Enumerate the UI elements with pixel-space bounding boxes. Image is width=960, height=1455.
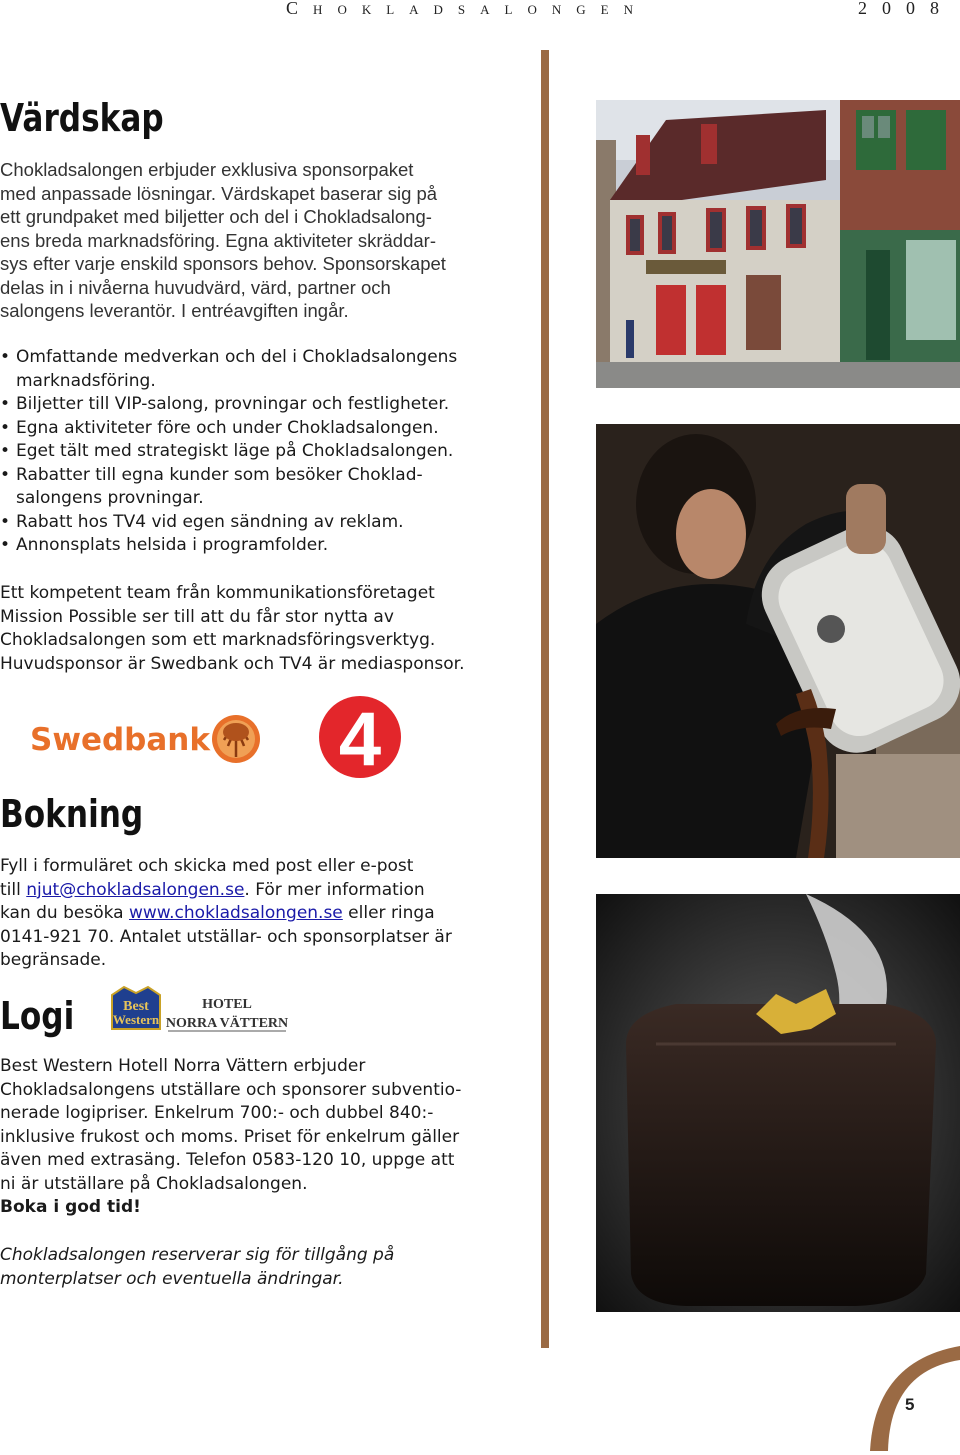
email-link[interactable]: njut@chokladsalongen.se [26, 879, 245, 900]
disclaimer [0, 1244, 394, 1291]
intro-line: med anpassade lösningar. Värdskapet baserar sig på [0, 182, 438, 204]
bokning-heading: Bokning [0, 792, 144, 836]
bokning-line: begränsade. [0, 950, 107, 970]
benefits-list [0, 346, 457, 558]
intro-line: ett grundpaket med biljetter och del i Chokladsalong- [0, 206, 432, 227]
logi-closing: Boka i god tid! [0, 1197, 141, 1217]
team-line: Huvudsponsor är Swedbank och TV4 är mediasponsor. [0, 653, 465, 674]
bokning-line: 0141-921 70. Antalet utställar- och sponsorplatser är [0, 926, 452, 947]
list-item: • Rabatt hos TV4 vid egen sändning av reklam. [0, 511, 404, 532]
logi-line: nerade logipriser. Enkelrum 700:- och dubbel 840:- [0, 1103, 434, 1123]
logi-line: inklusive frukost och moms. Priset för enkelrum gäller [0, 1126, 460, 1147]
chocolate-photo [596, 894, 960, 1312]
hotel-norra-vattern-logo [166, 994, 288, 1034]
bokning-line: kan du besöka www.chokladsalongen.se eller ringa [0, 903, 435, 923]
team-paragraph [0, 582, 464, 676]
bokning-paragraph [0, 855, 452, 973]
vardskap-intro [0, 158, 446, 323]
list-item: • Omfattande medverkan och del i Chokladsalongens marknadsföring. [0, 347, 458, 391]
page-number: 5 [905, 1395, 915, 1414]
website-link[interactable]: www.chokladsalongen.se [129, 903, 343, 923]
logi-heading: Logi [0, 994, 75, 1038]
disclaimer-line: Chokladsalongen reserverar sig för tillgång på [0, 1245, 395, 1265]
street-photo [596, 100, 960, 388]
logi-line: Best Western Hotell Norra Vättern erbjuder [0, 1056, 366, 1076]
list-item: • Annonsplats helsida i programfolder. [0, 535, 329, 555]
disclaimer-line: monterplatser och eventuella ändringar. [0, 1268, 344, 1289]
chef-photo [596, 424, 960, 858]
logi-line: även med extrasäng. Telefon 0583-120 10, uppge att [0, 1150, 455, 1170]
header-year: 2008 [858, 0, 955, 18]
list-item: • Rabatter till egna kunder som besöker Choklad- salongens provningar. [0, 464, 423, 508]
svg-text:Best: Best [123, 999, 149, 1014]
team-line: Ett kompetent team från kommunikationsföretaget [0, 583, 435, 603]
list-item: • Eget tält med strategiskt läge på Chokladsalongen. [0, 441, 454, 461]
vardskap-heading: Värdskap [0, 96, 164, 140]
intro-line: ens breda marknadsföring. Egna aktiviteter skräddar- [0, 229, 436, 251]
column-divider [541, 50, 549, 1348]
bokning-line: till njut@chokladsalongen.se. För mer information [0, 879, 425, 900]
svg-text:Western: Western [112, 1012, 160, 1027]
svg-text:HOTEL: HOTEL [202, 997, 252, 1012]
tv4-logo [318, 695, 402, 779]
page-corner-decoration [830, 1346, 960, 1451]
tv4-logo-text: 4 [338, 697, 382, 779]
team-line: Chokladsalongen som ett marknadsföringsverktyg. [0, 630, 436, 650]
team-line: Mission Possible ser till att du får stor nytta av [0, 606, 394, 627]
intro-line: Chokladsalongen erbjuder exklusiva sponsorpaket [0, 159, 414, 180]
swedbank-logo [30, 710, 270, 770]
intro-line: sys efter varje enskild sponsors behov. Sponsorskapet [0, 253, 446, 274]
list-item: • Egna aktiviteter före och under Chokladsalongen. [0, 417, 439, 438]
intro-line: salongens leverantör. I entréavgiften ingår. [0, 300, 349, 321]
bokning-line: Fyll i formuläret och skicka med post eller e-post [0, 856, 414, 876]
svg-text:NORRA VÄTTERN: NORRA VÄTTERN [166, 1016, 288, 1031]
intro-line: delas in i nivåerna huvudvärd, värd, partner och [0, 276, 391, 298]
logi-line: Chokladsalongens utställare och sponsorer subventio- [0, 1079, 462, 1100]
list-item: • Biljetter till VIP-salong, provningar och festligheter. [0, 394, 450, 414]
running-header [286, 0, 955, 19]
logi-line: ni är utställare på Chokladsalongen. [0, 1173, 308, 1194]
best-western-logo [108, 985, 164, 1037]
header-title: Chokladsalongen [286, 0, 648, 18]
swedbank-logo-text: Swedbank [30, 722, 210, 758]
logi-paragraph [0, 1055, 461, 1220]
